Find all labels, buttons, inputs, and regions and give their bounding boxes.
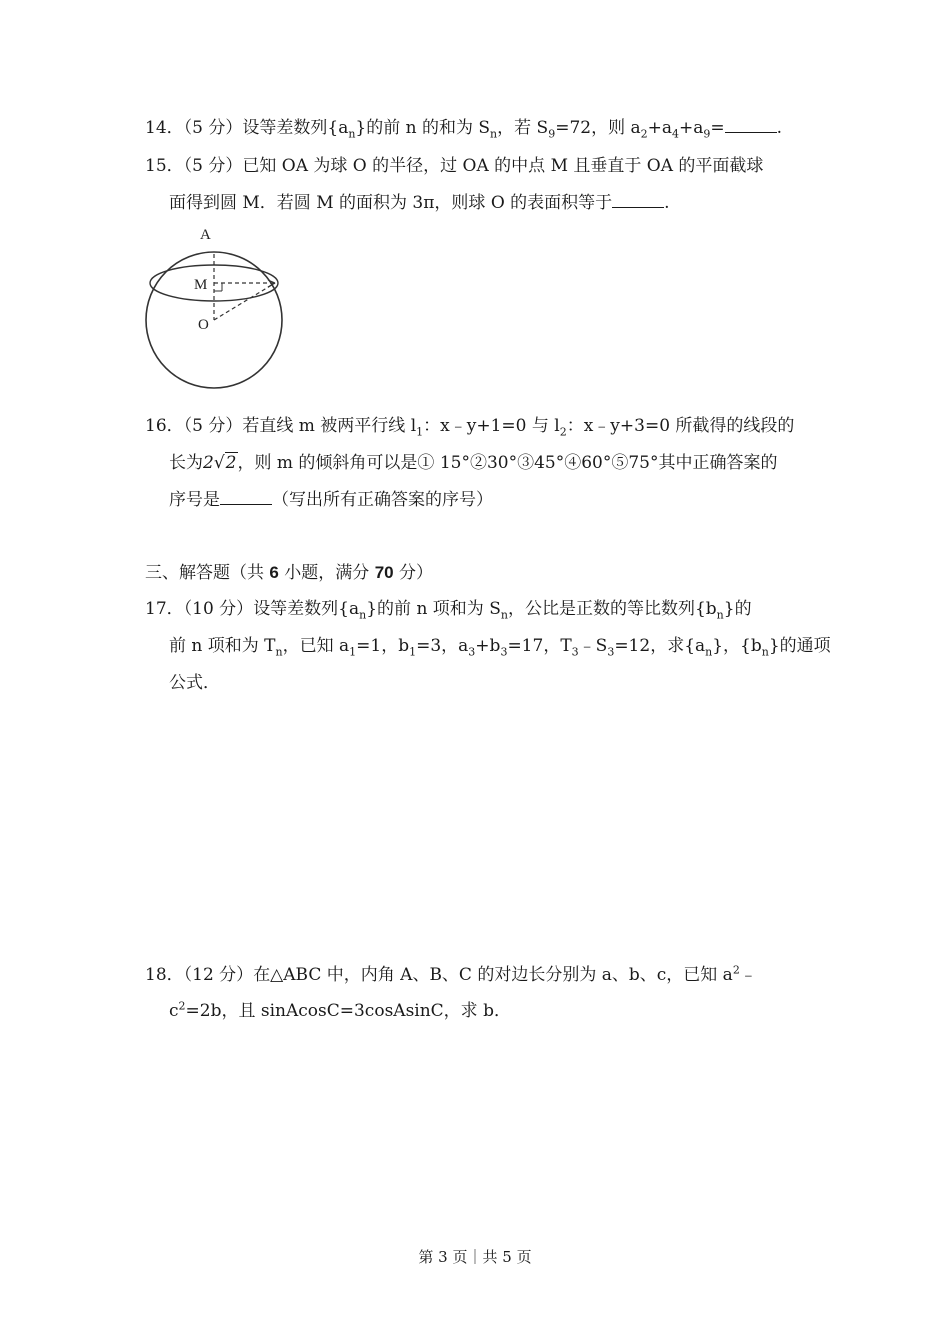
q15-period: . <box>664 193 670 213</box>
q17-text: }，{b <box>712 636 762 656</box>
q17-text: ﹣S <box>578 636 608 656</box>
q15-line1: 已知 OA 为球 O 的半径，过 OA 的中点 M 且垂直于 OA 的平面截球 <box>242 156 764 176</box>
footer-text: 第 <box>418 1248 439 1266</box>
footer-text: 页 <box>511 1248 532 1266</box>
label-a: A <box>200 227 211 243</box>
q17-sub: 3 <box>468 645 476 659</box>
question-17-cont2 <box>169 671 220 695</box>
q16-text: （写出所有正确答案的序号） <box>272 490 493 510</box>
q18-sup: 2 <box>178 999 186 1013</box>
q17-sub: 3 <box>571 645 579 659</box>
question-15 <box>145 154 763 178</box>
q17-sub: n <box>716 608 724 622</box>
q14-sub: 4 <box>672 127 680 141</box>
section-heading <box>145 561 433 585</box>
q17-text: }的前 n 项和为 S <box>366 599 501 619</box>
q18-text: ﹣ <box>739 965 757 985</box>
sqrt-radicand: 2 <box>225 453 237 473</box>
q14-text: . <box>776 118 783 138</box>
q17-number: 17． <box>145 599 184 619</box>
q17-text: 前 n 项和为 T <box>169 636 276 656</box>
q14-sub: 9 <box>703 127 711 141</box>
sphere-figure <box>138 222 298 394</box>
q14-sub: 9 <box>548 127 556 141</box>
question-18-cont <box>169 999 511 1023</box>
q18-text: 在△ABC 中，内角 A、B、C 的对边长分别为 a、b、c，已知 a <box>253 965 733 985</box>
q14-text: 设等差数列{a <box>242 118 349 138</box>
q15-score: （5 分） <box>183 156 243 176</box>
question-16 <box>145 414 794 438</box>
q17-text: =3，a <box>416 636 469 656</box>
q17-sub: n <box>761 645 769 659</box>
q14-score: （5 分） <box>183 118 243 138</box>
q17-text: }的 <box>723 599 752 619</box>
section-text: 三、解答题（共 <box>145 563 270 583</box>
q17-sub: n <box>500 608 508 622</box>
q18-number: 18． <box>145 965 184 985</box>
page-number: 3 <box>438 1248 448 1266</box>
page-footer <box>0 1246 950 1267</box>
q17-text: =17，T <box>507 636 572 656</box>
q14-text: =72，则 a <box>555 118 641 138</box>
answer-blank[interactable] <box>725 116 777 133</box>
page-total: 5 <box>502 1248 512 1266</box>
q18-text: c <box>169 1001 179 1021</box>
answer-blank[interactable] <box>612 191 664 208</box>
q14-sub: n <box>490 127 498 141</box>
q17-text: =1，b <box>356 636 410 656</box>
question-14 <box>145 116 782 140</box>
q16-sub: 2 <box>559 425 567 439</box>
q17-sub: 3 <box>500 645 508 659</box>
q18-sup: 2 <box>732 963 740 977</box>
answer-blank[interactable] <box>220 488 272 505</box>
q16-text: ：x﹣y+3=0 所截得的线段的 <box>566 416 795 436</box>
q16-text: 若直线 m 被两平行线 l <box>242 416 417 436</box>
q17-sub: n <box>359 608 367 622</box>
q17-sub: 1 <box>349 645 357 659</box>
q15-line2: 面得到圆 M．若圆 M 的面积为 3π，则球 O 的表面积等于 <box>169 193 613 213</box>
question-16-cont <box>169 451 778 475</box>
q14-text: = <box>710 118 725 138</box>
q17-sub: 1 <box>409 645 417 659</box>
q17-text: ，公比是正数的等比数列{b <box>507 599 717 619</box>
sqrt-expression: 2√2 <box>203 453 237 473</box>
section-count: 6 <box>269 563 279 582</box>
q14-text: }的前 n 的和为 S <box>355 118 491 138</box>
section-total: 70 <box>374 563 394 582</box>
q18-score: （12 分） <box>183 965 254 985</box>
q16-text: ：x﹣y+1=0 与 l <box>423 416 560 436</box>
q17-sub: 3 <box>607 645 615 659</box>
q16-text: 长为 <box>169 453 203 473</box>
q17-sub: n <box>705 645 713 659</box>
label-m: M <box>194 277 208 293</box>
q17-text: +b <box>475 636 501 656</box>
q14-sub: 2 <box>640 127 648 141</box>
question-15-cont <box>169 191 670 215</box>
q16-text: ，则 m 的倾斜角可以是① 15°②30°③45°④60°⑤75°其中正确答案的 <box>237 453 778 473</box>
q17-text: ，已知 a <box>282 636 350 656</box>
q14-text: +a <box>679 118 704 138</box>
q16-score: （5 分） <box>183 416 243 436</box>
question-17 <box>145 597 752 621</box>
q16-sub: 1 <box>416 425 424 439</box>
footer-text: 页｜共 <box>447 1248 503 1266</box>
section-text: 分） <box>393 563 434 583</box>
question-18 <box>145 963 757 987</box>
sqrt-coefficient: 2 <box>203 453 214 473</box>
q14-text: +a <box>647 118 673 138</box>
section-text: 小题，满分 <box>278 563 375 583</box>
q14-number: 14． <box>145 118 184 138</box>
q17-text: }的通项 <box>768 636 831 656</box>
label-o: O <box>198 317 209 333</box>
q16-number: 16． <box>145 416 184 436</box>
q17-text: =12，求{a <box>614 636 706 656</box>
q15-number: 15． <box>145 156 184 176</box>
q18-text: =2b，且 sinAcosC=3cosAsinC，求 b． <box>185 1001 511 1021</box>
q14-sub: n <box>348 127 356 141</box>
question-17-cont <box>169 634 831 658</box>
q16-text: 序号是 <box>169 490 220 510</box>
q14-text: ，若 S <box>497 118 549 138</box>
q17-score: （10 分） <box>183 599 254 619</box>
q17-text: 公式． <box>169 673 220 693</box>
q17-sub: n <box>275 645 283 659</box>
q17-text: 设等差数列{a <box>253 599 360 619</box>
question-16-cont2 <box>169 488 493 512</box>
